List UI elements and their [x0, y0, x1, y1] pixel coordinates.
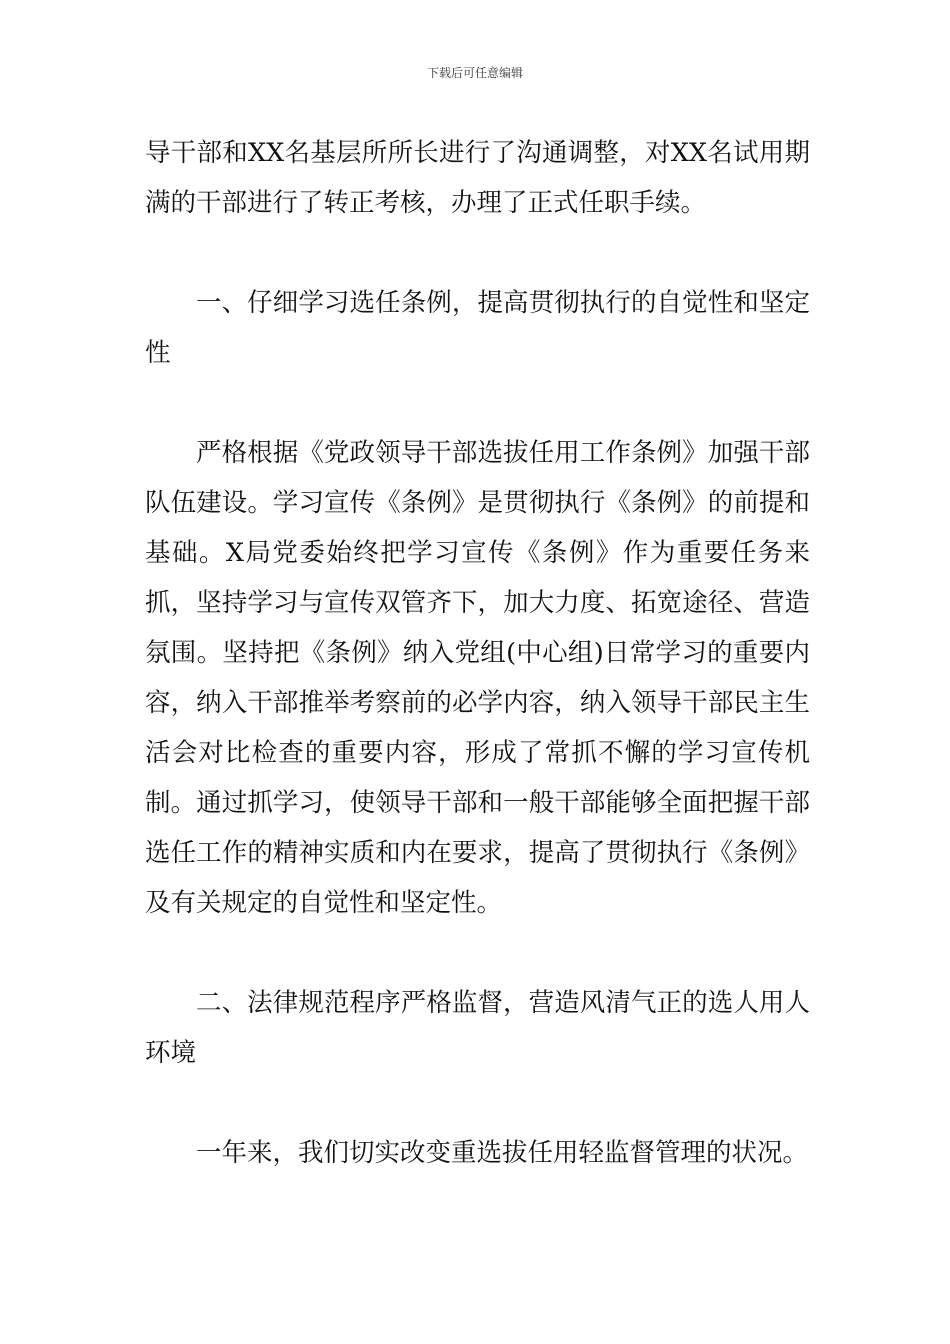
paragraph-gap	[145, 1078, 810, 1128]
section-heading-2: 二、法律规范程序严格监督，营造风清气正的选人用人环境	[145, 988, 810, 1068]
paragraph-continuation: 导干部和XX名基层所所长进行了沟通调整，对XX名试用期满的干部进行了转正考核，办理了正式任职手续。	[145, 138, 810, 218]
page-header-note: 下载后可任意编辑	[426, 66, 523, 80]
paragraph-gap	[145, 228, 810, 278]
paragraph-gap	[145, 378, 810, 428]
paragraph-section-1: 严格根据《党政领导干部选拔任用工作条例》加强干部队伍建设。学习宣传《条例》是贯彻执行《条例》的前提和基础。X局党委始终把学习宣传《条例》作为重要任务来抓，坚持学习与宣传双管齐下，加大力度、拓宽途径、营造氛围。坚持把《条例》纳入党组(中心组)日常学习的重要内容，纳入干部推举考察前的必学内容，纳入领导干部民主生活会对比检查的重要内容，形成了常抓不懈的学习宣传机制。通过抓学习，使领导干部和一般干部能够全面把握干部选任工作的精神实质和内在要求，提高了贯彻执行《条例》及有关规定的自觉性和坚定性。	[145, 438, 810, 918]
section-heading-1: 一、仔细学习选任条例，提高贯彻执行的自觉性和坚定性	[145, 288, 810, 368]
paragraph-gap	[145, 928, 810, 978]
document-body	[145, 128, 810, 1178]
paragraph-section-2: 一年来，我们切实改变重选拔任用轻监督管理的状况。	[196, 1138, 809, 1168]
